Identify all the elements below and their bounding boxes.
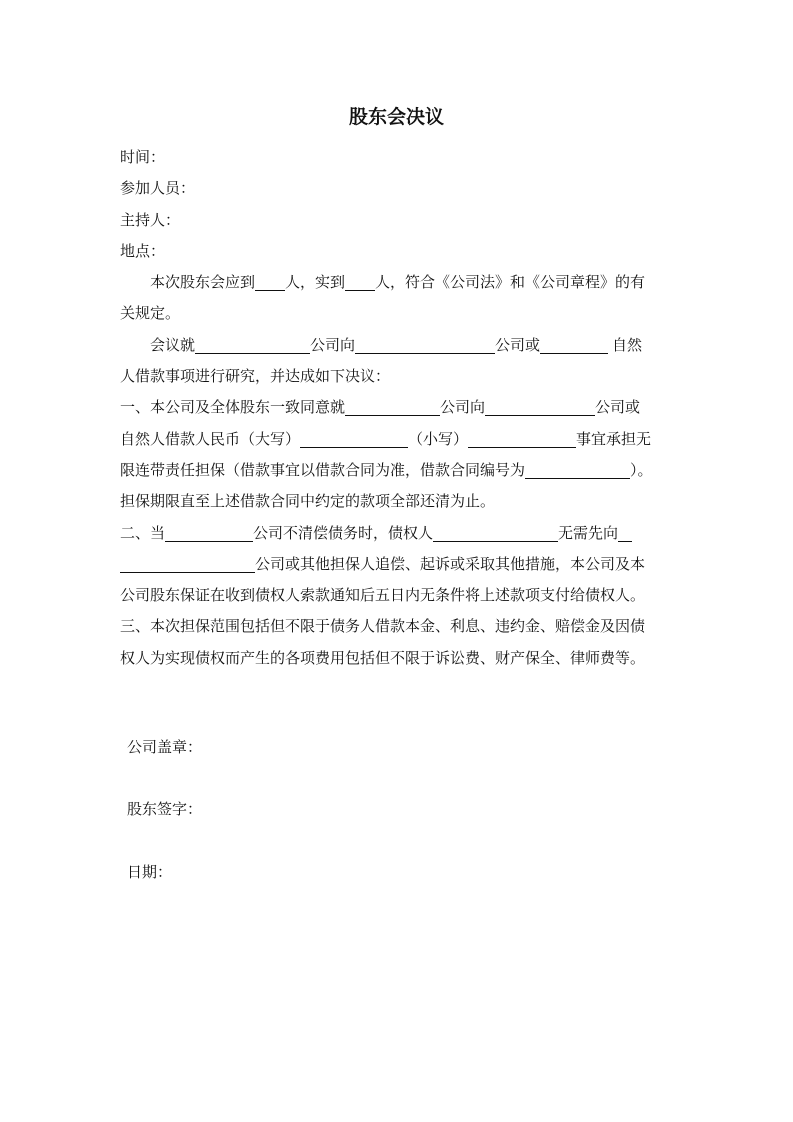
resolution-2-text-c: 无需先向 xyxy=(558,523,619,542)
resolution-1-text-h: ）。 xyxy=(630,460,653,479)
meeting-subject-line-2: 人借款事项进行研究，并达成如下决议： xyxy=(120,367,391,386)
attendance-paragraph-line-2: 关规定。 xyxy=(120,304,181,323)
attendance-text-actual: 人，实到 xyxy=(285,273,346,292)
meeting-subject-text-to: 公司向 xyxy=(310,335,356,354)
guarantor-company-blank[interactable] xyxy=(195,334,310,354)
resolution-1-text-d: 自然人借款人民币（大写） xyxy=(120,429,301,448)
resolution-1-text-e: （小写） xyxy=(408,429,469,448)
resolution-2-line-3: 公司股东保证在收到债权人索款通知后五日内无条件将上述款项支付给债权人。 xyxy=(120,586,646,605)
company-seal-label: 公司盖章： xyxy=(127,738,203,756)
page-title: 股东会决议 xyxy=(348,106,444,128)
meeting-subject-text-or: 公司或 xyxy=(495,335,541,354)
resolution-1-line-4: 担保期限直至上述借款合同中约定的款项全部还清为止。 xyxy=(120,492,496,511)
attendees-field: 参加人员： xyxy=(120,179,196,198)
resolution-1-lender-blank[interactable] xyxy=(485,396,595,416)
resolution-1-text-c: 公司或 xyxy=(595,398,641,417)
resolution-2-text-d: 公司或其他担保人追偿、起诉或采取其他措施，本公司及本 xyxy=(255,554,646,573)
resolution-3-line-1: 三、本次担保范围包括但不限于债务人借款本金、利息、违约金、赔偿金及因债 xyxy=(120,617,646,636)
resolution-2-line-1 xyxy=(120,518,675,549)
meeting-subject-text-natural: 自然 xyxy=(612,335,643,354)
other-party-blank[interactable] xyxy=(120,553,255,573)
place-field: 地点： xyxy=(120,241,166,260)
resolution-1-line-1 xyxy=(120,392,675,423)
shareholder-signature-label: 股东签字： xyxy=(127,800,203,818)
lender-company-blank[interactable] xyxy=(355,334,495,354)
meeting-subject-line-1 xyxy=(120,330,675,361)
natural-person-blank[interactable] xyxy=(540,334,608,354)
resolution-1-line-2 xyxy=(120,424,675,455)
attendance-text-expected: 本次股东会应到 xyxy=(150,273,256,292)
time-field: 时间： xyxy=(120,148,166,166)
resolution-1-text-b: 公司向 xyxy=(440,398,486,417)
creditor-blank[interactable] xyxy=(433,522,558,542)
expected-count-blank[interactable] xyxy=(255,271,285,291)
resolution-1-text-g: 限连带责任担保（借款事宜以借款合同为准，借款合同编号为 xyxy=(120,460,526,479)
attendance-paragraph-line-1 xyxy=(120,267,675,298)
other-party-blank-start[interactable] xyxy=(618,522,632,542)
meeting-subject-text: 会议就 xyxy=(150,335,196,354)
resolution-body xyxy=(120,142,675,674)
amount-uppercase-blank[interactable] xyxy=(300,428,408,448)
debtor-company-blank[interactable] xyxy=(165,522,253,542)
host-field: 主持人： xyxy=(120,210,181,229)
contract-number-blank[interactable] xyxy=(525,459,630,479)
resolution-1-line-3 xyxy=(120,455,675,486)
resolution-1-company-blank[interactable] xyxy=(345,396,440,416)
resolution-2-text-b: 公司不清偿债务时，债权人 xyxy=(253,523,434,542)
amount-numeric-blank[interactable] xyxy=(468,428,576,448)
resolution-2-line-2 xyxy=(120,549,675,580)
date-label: 日期： xyxy=(127,863,173,881)
attendance-text-compliance: 人，符合《公司法》和《公司章程》的有 xyxy=(375,273,646,292)
resolution-1-text-f: 事宜承担无 xyxy=(576,429,652,448)
resolution-1-text-a: 一、本公司及全体股东一致同意就 xyxy=(120,398,346,417)
resolution-3-line-2: 权人为实现债权而产生的各项费用包括但不限于诉讼费、财产保全、律师费等。 xyxy=(120,648,646,667)
resolution-2-text-a: 二、当 xyxy=(120,523,166,542)
actual-count-blank[interactable] xyxy=(345,271,375,291)
